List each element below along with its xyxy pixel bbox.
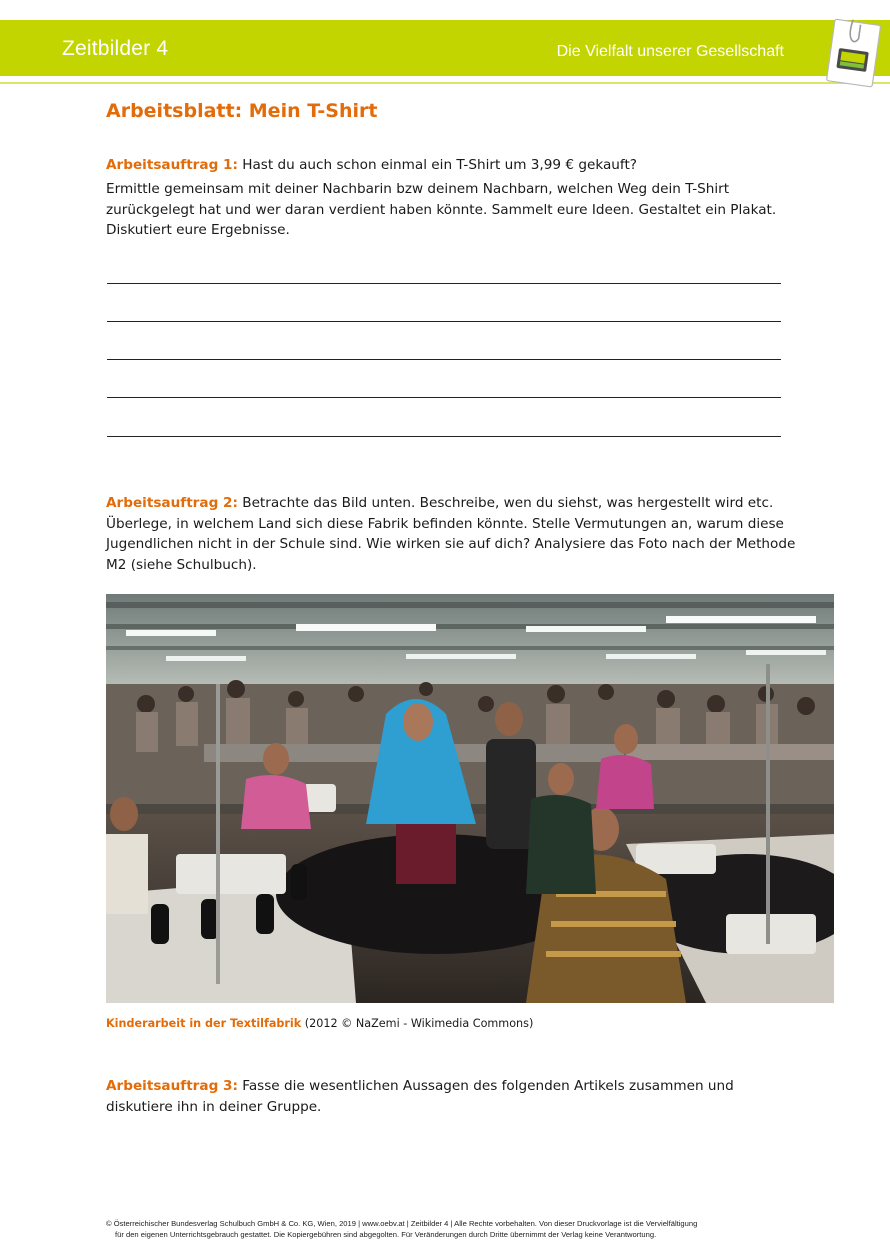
task2-text [106, 493, 796, 575]
task3-label: Arbeitsauftrag 3: [106, 1078, 238, 1094]
chapter-title: Die Vielfalt unserer Gesellschaft [556, 43, 784, 60]
answer-line[interactable] [107, 359, 781, 360]
photo-caption-credit: (2012 © NaZemi - Wikimedia Commons) [301, 1017, 534, 1030]
footer-line-2: für den eigenen Unterrichtsgebrauch gestattet. Die Kopiergebühren sind abgegolten. Für Veränderungen durch Dritte übernimmt der Verlag keine Verantwortung. [115, 1230, 657, 1239]
photo-caption-title: Kinderarbeit in der Textilfabrik [106, 1017, 302, 1030]
task1-question [106, 155, 796, 176]
task1-body: Ermittle gemeinsam mit deiner Nachbarin bzw deinem Nachbarn, welchen Weg dein T-Shirt zurückgelegt hat und wer daran verdient haben könnte. Sammelt eure Ideen. Gestaltet ein Plakat. Diskutiert eure Ergebnisse. [106, 181, 777, 238]
task2-label: Arbeitsauftrag 2: [106, 495, 238, 511]
task1-question-text: Hast du auch schon einmal ein T-Shirt um 3,99 € gekauft? [237, 157, 637, 173]
answer-line[interactable] [107, 436, 781, 437]
task1-label: Arbeitsauftrag 1: [106, 157, 238, 173]
worksheet-title: Arbeitsblatt: Mein T-Shirt [106, 100, 378, 122]
copyright-footer [106, 1218, 796, 1240]
answer-line[interactable] [107, 321, 781, 322]
book-title: Zeitbilder 4 [62, 37, 169, 60]
answer-line[interactable] [107, 397, 781, 398]
footer-line-1: © Österreichischer Bundesverlag Schulbuch GmbH & Co. KG, Wien, 2019 | www.oebv.at | Zeitbilder 4 | Alle Rechte vorbehalten. Von dieser Druckvorlage ist die Vervielfältigung [106, 1219, 698, 1228]
task3-body: Fasse die wesentlichen Aussagen des folgenden Artikels zusammen und diskutiere ihn in deiner Gruppe. [106, 1078, 734, 1115]
textile-factory-photo [106, 594, 834, 1003]
task3-text [106, 1076, 796, 1117]
photo-caption [106, 1017, 533, 1030]
task2-body: Betrachte das Bild unten. Beschreibe, wen du siehst, was hergestellt wird etc. Überlege, in welchem Land sich diese Fabrik befinden könnte. Stelle Vermutungen an, warum diese Jugendlichen nicht in der Schule sind. Wie wirken sie auf dich? Analysiere das Foto nach der Methode M2 (siehe Schulbuch). [106, 495, 796, 573]
header-divider [0, 82, 890, 84]
worksheet-document-icon [818, 16, 888, 98]
answer-line[interactable] [107, 283, 781, 284]
